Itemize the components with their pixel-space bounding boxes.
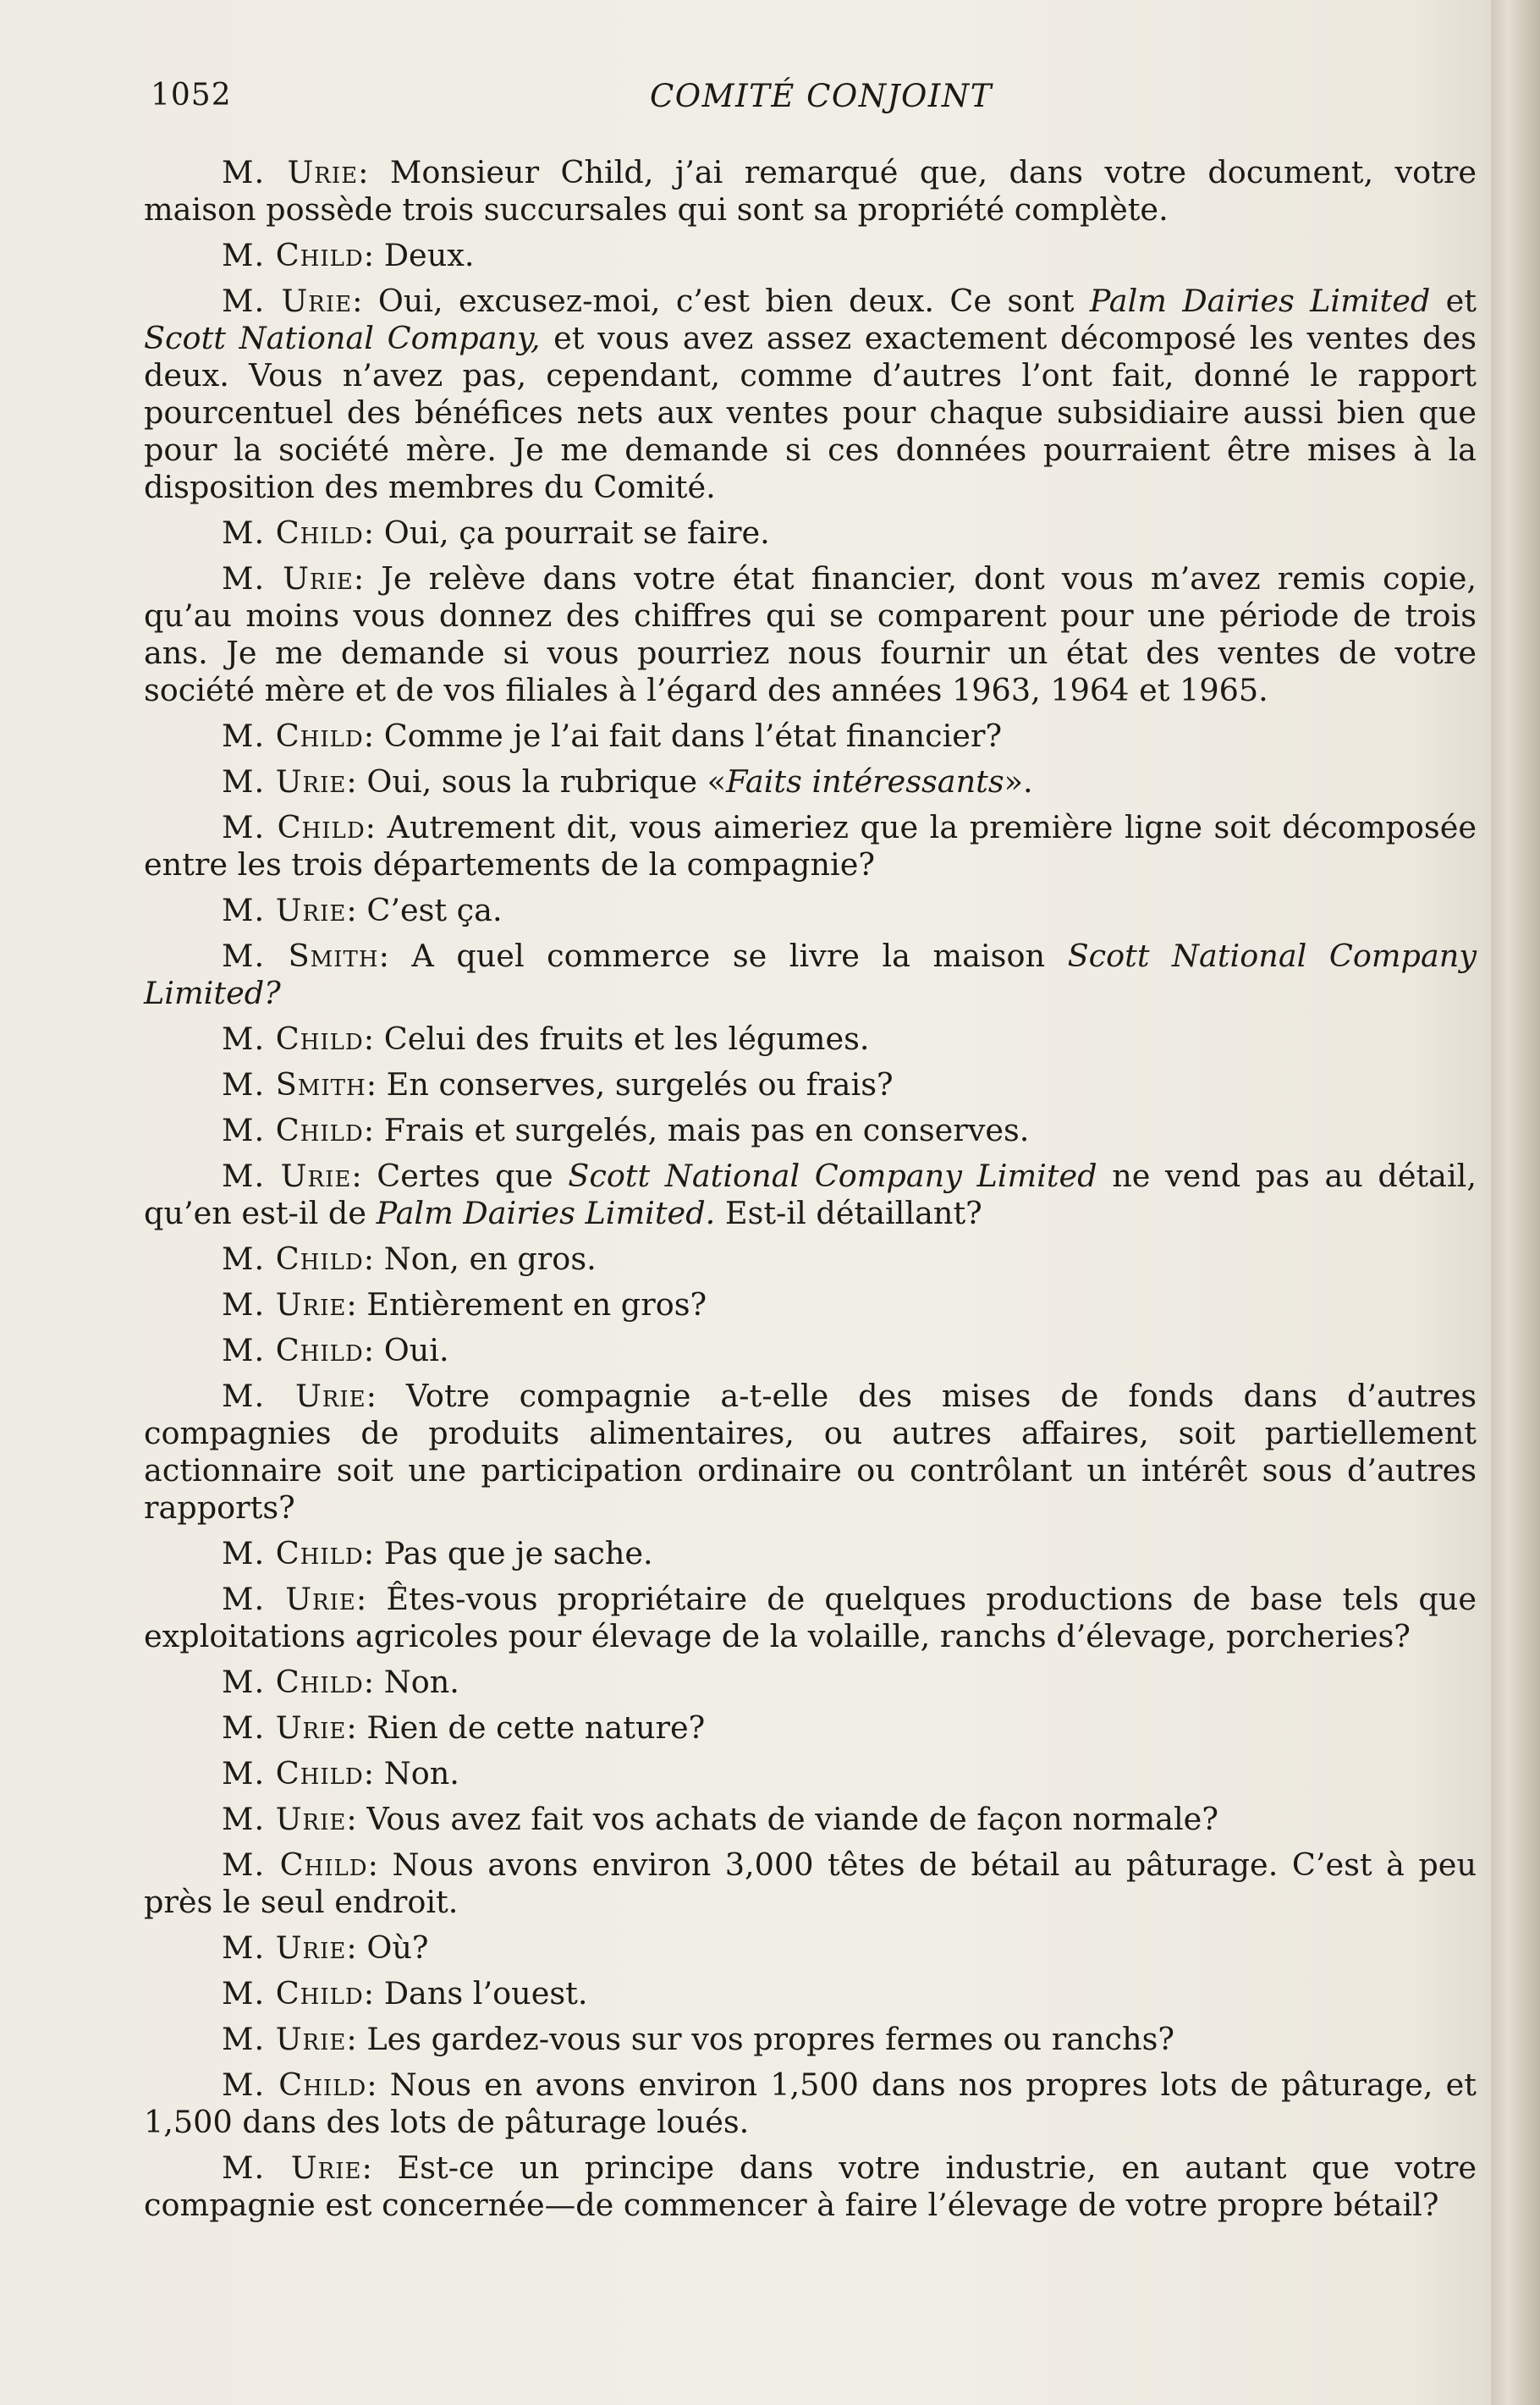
speaker-name: M. Child [222, 1241, 364, 1277]
transcript-paragraph: M. Child: Celui des fruits et les légumes. [222, 1021, 870, 1057]
transcript-paragraph: M. Urie: C’est ça. [222, 892, 503, 928]
speech-text: Dans l’ouest. [383, 1975, 588, 2012]
speaker-name: M. Child [222, 809, 366, 845]
speech-text: Deux. [383, 237, 475, 273]
transcript-paragraph: M. Urie: Votre compagnie a-t-elle des mises de fonds dans d’autres compagnies de produits alimentaires, ou autres affaires, soit partiellement actionnaire soit une participation ordinaire ou contrôlant un intérêt sous d’autres rapports? [144, 1378, 1477, 1526]
transcript-paragraph: M. Child: Nous en avons environ 1,500 dans nos propres lots de pâturage, et 1,500 dans des lots de pâturage loués. [144, 2067, 1477, 2140]
transcript-paragraph: M. Child: Non. [222, 1664, 459, 1700]
transcript-paragraph: M. Urie: Où? [222, 1929, 429, 1966]
speech-text: Oui, excusez-moi, c’est bien deux. Ce sont [377, 283, 1090, 319]
speaker-name: M. Child [222, 1975, 364, 2012]
speech-text: Pas que je sache. [383, 1535, 653, 1571]
speech-text: Oui, sous la rubrique « [366, 763, 726, 800]
binding-gutter [1491, 0, 1540, 2405]
speech-text: Où? [366, 1929, 429, 1966]
page-number: 1052 [151, 78, 232, 113]
transcript-paragraph: M. Urie: Vous avez fait vos achats de viande de façon normale? [222, 1801, 1218, 1837]
transcript-paragraph: M. Urie: Est-ce un principe dans votre industrie, en autant que votre compagnie est concernée—de commencer à faire l’élevage de votre propre bétail? [144, 2149, 1477, 2223]
speaker-name: M. Child [222, 237, 364, 273]
transcript-paragraph: M. Child: Nous avons environ 3,000 têtes de bétail au pâturage. C’est à peu près le seul endroit. [144, 1846, 1477, 1920]
speech-text: ne vend pas au détail, qu’en est-il de [144, 1158, 1477, 1231]
transcript-paragraph: M. Child: Non, en gros. [222, 1241, 597, 1277]
transcript-paragraph: M. Smith: En conserves, surgelés ou frais? [222, 1066, 894, 1103]
speaker-name: M. Urie [222, 283, 353, 319]
transcript-paragraph: M. Child: Oui. [222, 1332, 449, 1368]
speaker-name: M. Child [222, 718, 364, 754]
transcript-paragraph: M. Child: Pas que je sache. [222, 1535, 653, 1571]
speaker-name: M. Child [222, 1021, 364, 1057]
speech-text: Oui, ça pourrait se faire. [383, 515, 770, 551]
speaker-name: M. Urie [222, 1709, 347, 1746]
speaker-name: M. Urie [222, 2149, 362, 2186]
speech-text: Frais et surgelés, mais pas en conserves. [383, 1112, 1030, 1148]
transcript-paragraph: M. Urie: Les gardez-vous sur vos propres fermes ou ranchs? [222, 2021, 1174, 2057]
italic-text: Palm Dairies Limited [1089, 283, 1431, 319]
speech-text: Non. [383, 1755, 459, 1791]
speaker-name: M. Smith [222, 1066, 366, 1103]
speaker-name: M. Urie [222, 1378, 366, 1414]
speaker-name: M. Urie [222, 763, 347, 800]
transcript-paragraph: M. Child: Comme je l’ai fait dans l’état financier? [222, 718, 1003, 754]
speech-text: Monsieur Child, j’ai remarqué que, dans votre document, votre maison possède trois succursales qui sont sa propriété complète. [144, 154, 1477, 228]
speaker-name: M. Urie [222, 1929, 347, 1966]
journal-title: COMITÉ CONJOINT [650, 78, 993, 114]
speaker-name: M. Child [222, 515, 364, 551]
speech-text: Non, en gros. [383, 1241, 597, 1277]
transcript-paragraph: M. Child: Oui, ça pourrait se faire. [222, 515, 770, 551]
speaker-name: M. Child [222, 1535, 364, 1571]
speech-text: Vous avez fait vos achats de viande de façon normale? [366, 1801, 1218, 1837]
speech-text: Est-ce un principe dans votre industrie, en autant que votre compagnie est concernée—de commencer à faire l’élevage de votre propre bétail? [144, 2149, 1477, 2223]
speech-text: Oui. [383, 1332, 449, 1368]
speech-text: Votre compagnie a-t-elle des mises de fonds dans d’autres compagnies de produits alimentaires, ou autres affaires, soit partiellement actionnaire soit une participation ordinaire ou contrôlant un intérêt sous d’autres rapports? [144, 1378, 1477, 1526]
transcript-paragraph: M. Child: Deux. [222, 237, 475, 273]
transcript-paragraph: M. Child: Autrement dit, vous aimeriez que la première ligne soit décomposée entre les trois départements de la compagnie? [144, 809, 1477, 883]
italic-text: Scott National Company Limited [568, 1158, 1097, 1194]
speech-text: A quel commerce se livre la maison [411, 938, 1068, 974]
speech-text: et [1430, 283, 1477, 319]
speaker-name: M. Child [222, 1846, 368, 1883]
italic-text: Faits intéressants [725, 763, 1004, 800]
speaker-name: M. Urie [222, 560, 354, 597]
transcript-paragraph: M. Child: Non. [222, 1755, 459, 1791]
speech-text: Rien de cette nature? [366, 1709, 706, 1746]
speaker-name: M. Urie [222, 1286, 347, 1323]
speaker-name: M. Child [222, 1332, 364, 1368]
speech-text: ». [1004, 763, 1033, 800]
speech-text: En conserves, surgelés ou frais? [386, 1066, 894, 1103]
italic-text: Scott National Company, [144, 320, 541, 356]
speech-text: et vous avez assez exactement décomposé les ventes des deux. Vous n’avez pas, cependant, comme d’autres l’ont fait, donné le rapport pourcentuel des bénéfices nets aux ventes pour chaque subsidiaire aussi bien que pour la société mère. Je me demande si ces données pourraient être mises à la disposition des membres du Comité. [144, 320, 1477, 505]
transcript-paragraph: M. Child: Frais et surgelés, mais pas en conserves. [222, 1112, 1030, 1148]
transcript-paragraph: M. Urie: Êtes-vous propriétaire de quelques productions de base tels que exploitations agricoles pour élevage de la volaille, ranchs d’élevage, porcheries? [144, 1581, 1477, 1654]
speech-text: Êtes-vous propriétaire de quelques productions de base tels que exploitations agricoles pour élevage de la volaille, ranchs d’élevage, porcheries? [144, 1581, 1477, 1654]
speech-text: Autrement dit, vous aimeriez que la première ligne soit décomposée entre les trois départements de la compagnie? [144, 809, 1477, 883]
transcript-paragraph: M. Child: Dans l’ouest. [222, 1975, 588, 2012]
speech-text: Celui des fruits et les légumes. [383, 1021, 870, 1057]
transcript-paragraph: M. Urie: Oui, excusez-moi, c’est bien deux. Ce sont Palm Dairies Limited et Scott National Company, et vous avez assez exactement décomposé les ventes des deux. Vous n’avez pas, cependant, comme d’autres l’ont fait, donné le rapport pourcentuel des bénéfices nets aux ventes pour chaque subsidiaire aussi bien que pour la société mère. Je me demande si ces données pourraient être mises à la disposition des membres du Comité. [144, 283, 1477, 505]
speaker-name: M. Urie [222, 892, 347, 928]
speech-text: Est-il détaillant? [715, 1195, 982, 1231]
speaker-name: M. Urie [222, 2021, 347, 2057]
speech-text: Nous en avons environ 1,500 dans nos propres lots de pâturage, et 1,500 dans des lots de pâturage loués. [144, 2067, 1477, 2140]
speaker-name: M. Child [222, 2067, 367, 2103]
speaker-name: M. Urie [222, 1158, 352, 1194]
italic-text: Palm Dairies Limited. [376, 1195, 716, 1231]
transcript-paragraph: M. Urie: Monsieur Child, j’ai remarqué que, dans votre document, votre maison possède trois succursales qui sont sa propriété complète. [144, 154, 1477, 228]
speaker-name: M. Urie [222, 1801, 347, 1837]
transcript-body [144, 154, 1477, 2232]
speech-text: Entièrement en gros? [366, 1286, 707, 1323]
transcript-paragraph: M. Urie: Je relève dans votre état financier, dont vous m’avez remis copie, qu’au moins vous donnez des chiffres qui se comparent pour une période de trois ans. Je me demande si vous pourriez nous fournir un état des ventes de votre société mère et de vos filiales à l’égard des années 1963, 1964 et 1965. [144, 560, 1477, 708]
speech-text: Certes que [377, 1158, 569, 1194]
speaker-name: M. Urie [222, 1581, 356, 1617]
transcript-paragraph: M. Urie: Entièrement en gros? [222, 1286, 707, 1323]
speaker-name: M. Child [222, 1112, 364, 1148]
speaker-name: M. Child [222, 1755, 364, 1791]
speech-text: Non. [383, 1664, 459, 1700]
speech-text: Nous avons environ 3,000 têtes de bétail au pâturage. C’est à peu près le seul endroit. [144, 1846, 1477, 1920]
speaker-name: M. Urie [222, 154, 359, 190]
speaker-name: M. Child [222, 1664, 364, 1700]
speech-text: Comme je l’ai fait dans l’état financier? [383, 718, 1003, 754]
transcript-paragraph: M. Urie: Rien de cette nature? [222, 1709, 706, 1746]
speech-text: Je relève dans votre état financier, dont vous m’avez remis copie, qu’au moins vous donnez des chiffres qui se comparent pour une période de trois ans. Je me demande si vous pourriez nous fournir un état des ventes de votre société mère et de vos filiales à l’égard des années 1963, 1964 et 1965. [144, 560, 1477, 708]
italic-text: Scott National Company Limited? [144, 938, 1477, 1011]
transcript-paragraph: M. Urie: Oui, sous la rubrique «Faits intéressants». [222, 763, 1033, 800]
transcript-paragraph: M. Smith: A quel commerce se livre la maison Scott National Company Limited? [144, 938, 1477, 1011]
speaker-name: M. Smith [222, 938, 379, 974]
running-head [151, 78, 1471, 120]
speech-text: Les gardez-vous sur vos propres fermes ou ranchs? [366, 2021, 1174, 2057]
transcript-paragraph: M. Urie: Certes que Scott National Company Limited ne vend pas au détail, qu’en est-il de Palm Dairies Limited. Est-il détaillant? [144, 1158, 1477, 1231]
speech-text: C’est ça. [366, 892, 503, 928]
